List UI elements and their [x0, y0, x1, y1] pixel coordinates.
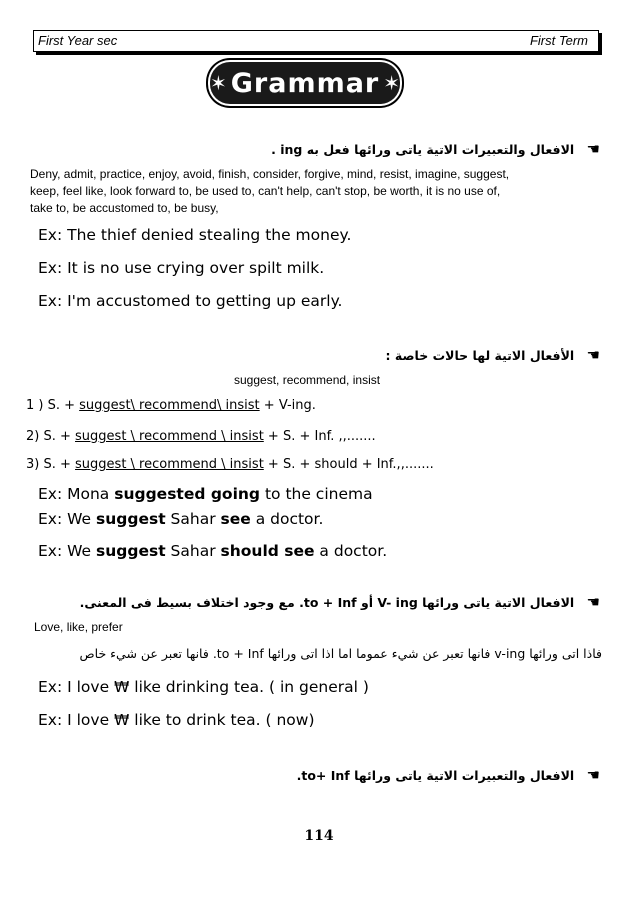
section1-verbs-line3: take to, be accustomed to, be busy, [30, 201, 219, 215]
header-right-text: First Term [529, 33, 588, 48]
section4-heading-row [297, 766, 600, 784]
header-left-text: First Year sec [38, 33, 118, 48]
section1-heading-row [271, 140, 600, 158]
example-text: Sahar [165, 542, 221, 560]
section2-heading-row [386, 346, 600, 364]
rule-3-verbs: suggest \ recommend \ insist [75, 457, 264, 472]
section2-example-1 [38, 485, 373, 503]
section3-example-1: Ex: I love ₩ like drinking tea. ( in general ) [38, 678, 369, 696]
example-text: Ex: Mona [38, 485, 115, 503]
rule-1-tail: + V-ing. [259, 398, 316, 413]
rule-2-verbs: suggest \ recommend \ insist [75, 429, 264, 444]
pointing-hand-icon: ☚ [586, 346, 600, 364]
rule-1-verbs: suggest\ recommend\ insist [79, 398, 260, 413]
rule-3-subject: 3) S. + [26, 457, 76, 472]
section3-heading-row [80, 593, 600, 611]
rule-3 [26, 457, 434, 472]
banner-title: Grammar [230, 67, 380, 99]
section1-verbs-line1: Deny, admit, practice, enjoy, avoid, finish, consider, forgive, mind, resist, imagine, suggest, [30, 167, 510, 181]
example-bold: see [220, 510, 251, 528]
section2-verbs: suggest, recommend, insist [234, 373, 381, 387]
star-icon: ✶ [383, 71, 401, 95]
page-number: 114 [304, 828, 334, 844]
section1-example-2: Ex: It is no use crying over spilt milk. [38, 259, 325, 277]
example-bold: suggested going [114, 485, 261, 503]
section4-heading: الافعال والتعبيرات الاتية ياتى ورائها to+ Inf. [296, 768, 575, 783]
section1-verbs-line2: keep, feel like, look forward to, be used to, can't help, can't stop, be worth, it is no use of, [30, 184, 501, 198]
rule-2-tail: + S. + Inf. ,,....... [263, 429, 376, 444]
header-bar [33, 30, 599, 52]
section1-example-1: Ex: The thief denied stealing the money. [38, 226, 352, 244]
example-text: to the cinema [260, 485, 373, 503]
pointing-hand-icon: ☚ [586, 593, 600, 611]
section3-explanation: فاذا اتى ورائها v-ing فانها تعبر عن شيء عموما اما اذا اتى ورائها to + Inf. فانها تعبر عن شيء خاص [79, 646, 602, 661]
example-text: Sahar [165, 510, 221, 528]
section1-example-3: Ex: I'm accustomed to getting up early. [38, 292, 343, 310]
section1-heading: الافعال والتعبيرات الاتية ياتى ورائها فعل به ing . [271, 142, 575, 157]
section2-example-2 [38, 510, 323, 528]
section3-heading: الافعال الاتية ياتى ورائها V- ing أو to + Inf. مع وجود اختلاف بسيط فى المعنى. [79, 595, 575, 610]
example-text: Ex: We [38, 542, 96, 560]
pointing-hand-icon: ☚ [586, 766, 600, 784]
example-text: a doctor. [314, 542, 388, 560]
example-bold: suggest [96, 510, 166, 528]
rule-1 [26, 398, 316, 413]
example-text: a doctor. [250, 510, 324, 528]
rule-2-subject: 2) S. + [26, 429, 76, 444]
example-text: Ex: We [38, 510, 96, 528]
section3-example-2: Ex: I love ₩ like to drink tea. ( now) [38, 711, 315, 729]
rule-3-tail: + S. + should + Inf.,,....... [263, 457, 434, 472]
section2-example-3 [38, 542, 387, 560]
section3-verbs: Love, like, prefer [34, 620, 123, 634]
pointing-hand-icon: ☚ [586, 140, 600, 158]
star-icon: ✶ [209, 71, 227, 95]
example-bold: suggest [96, 542, 166, 560]
rule-1-subject: 1 ) S. + [26, 398, 80, 413]
rule-2 [26, 429, 376, 444]
grammar-banner [210, 62, 400, 104]
example-bold: should see [220, 542, 315, 560]
section2-heading: الأفعال الاتية لها حالات خاصة : [385, 348, 575, 363]
